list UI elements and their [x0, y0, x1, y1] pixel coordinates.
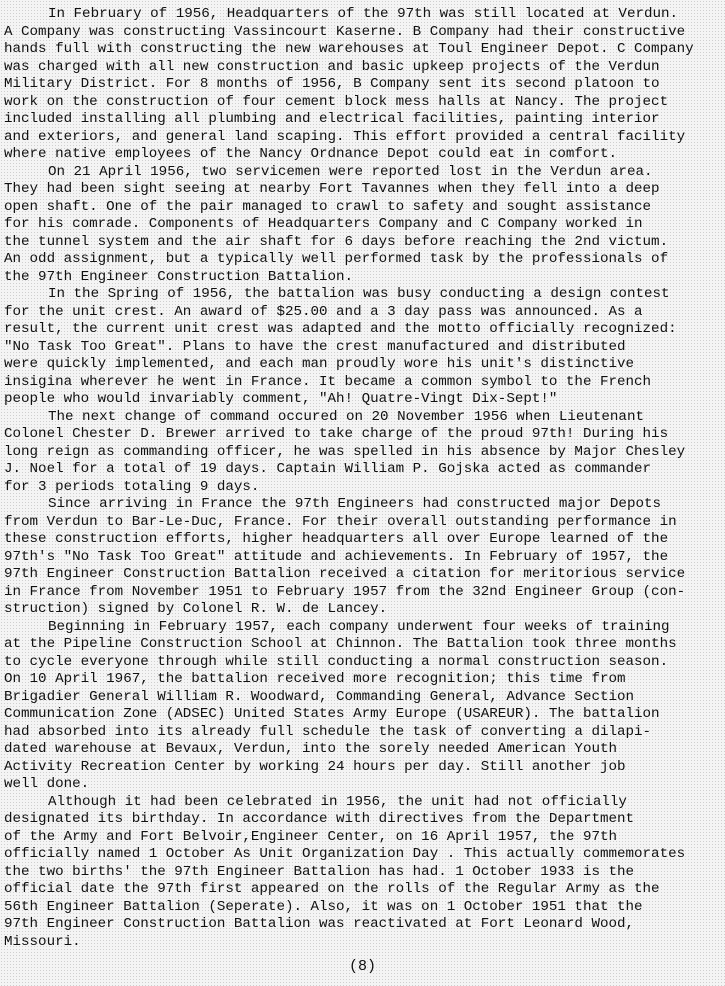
- document-body: [4, 6, 720, 951]
- paragraph-unit-birthday: Although it had been celebrated in 1956, the unit had not officially designated its birthday. In accordance with directives from the Department of the Army and Fort Belvoir,Engineer Center, on 16 April 1957, the 97th officially named 1 October As Unit Organization Day . This actually commemorates the two births' the 97th Engineer Battalion has had. 1 October 1933 is the official date the 97th first appeared on the rolls of the Regular Army as the 56th Engineer Battalion (Seperate). Also, it was on 1 October 1951 that the 97th Engineer Construction Battalion was reactivated at Fort Leonard Wood, Missouri.: [4, 793, 686, 950]
- paragraph-lost-servicemen: On 21 April 1956, two servicemen were reported lost in the Verdun area. They had been sight seeing at nearby Fort Tavannes when they fell into a deep open shaft. One of the pair managed to crawl to safety and sought assistance for his comrade. Components of Headquarters Company and C Company worked in the tunnel system and the air shaft for 6 days before reaching the 2nd victum. An odd assignment, but a typically well performed task by the professionals of the 97th Engineer Construction Battalion.: [4, 163, 669, 285]
- paragraph-unit-crest: In the Spring of 1956, the battalion was busy conducting a design contest for the unit crest. An award of $25.00 and a 3 day pass was announced. As a result, the current unit crest was adapted and the motto officially recognized: "No Task Too Great". Plans to have the crest manufactured and distributed were quickly implemented, and each man proudly wore his unit's distinctive insigina wherever he went in France. It became a common symbol to the French people who would invariably comment, "Ah! Quatre-Vingt Dix-Sept!": [4, 286, 677, 407]
- paragraph-change-of-command: The next change of command occured on 20 November 1956 when Lieutenant Colonel Chester D. Brewer arrived to take charge of the proud 97th! During his long reign as commanding officer, he was spelled in his absence by Major Chesley J. Noel for a total of 19 days. Captain William P. Gojska acted as commander for 3 periods totaling 9 days.: [4, 408, 686, 495]
- page-number: (8): [348, 958, 376, 975]
- paragraph-headquarters-1956: In February of 1956, Headquarters of the 97th was still located at Verdun. A Company was constructing Vassincourt Kaserne. B Company had their constructive hands full with constructing the new warehouses at Toul Engineer Depot. C Company was charged with all new construction and basic upkeep projects of the Verdun Military District. For 8 months of 1956, B Company sent its second platoon to work on the construction of four cement block mess halls at Nancy. The project included installing all plumbing and electrical facilities, painting interior and exteriors, and general land scaping. This effort provided a central facility where native employees of the Nancy Ordnance Depot could eat in comfort.: [4, 6, 694, 162]
- paragraph-citation: Since arriving in France the 97th Engineers had constructed major Depots from Verdun to Bar-Le-Duc, France. For their overall outstanding performance in these construction efforts, higher headquarters all over Europe learned of the 97th's "No Task Too Great" attitude and achievements. In February of 1957, the 97th Engineer Construction Battalion received a citation for meritorious service in France from November 1951 to February 1957 from the 32nd Engineer Group (con- struction) signed by Colonel R. W. de Lancey.: [4, 496, 686, 617]
- paragraph-pipeline-training: Beginning in February 1957, each company underwent four weeks of training at the Pipeline Construction School at Chinnon. The Battalion took three months to cycle everyone through while still conducting a normal construction season. On 10 April 1967, the battalion received more recognition; this time from Brigadier General William R. Woodward, Commanding General, Advance Section Communication Zone (ADSEC) United States Army Europe (USAREUR). The battalion had absorbed into its already full schedule the task of converting a dilapi- dated warehouse at Bevaux, Verdun, into the sorely needed American Youth Activity Recreation Center by working 24 hours per day. Still another job well done.: [4, 618, 677, 792]
